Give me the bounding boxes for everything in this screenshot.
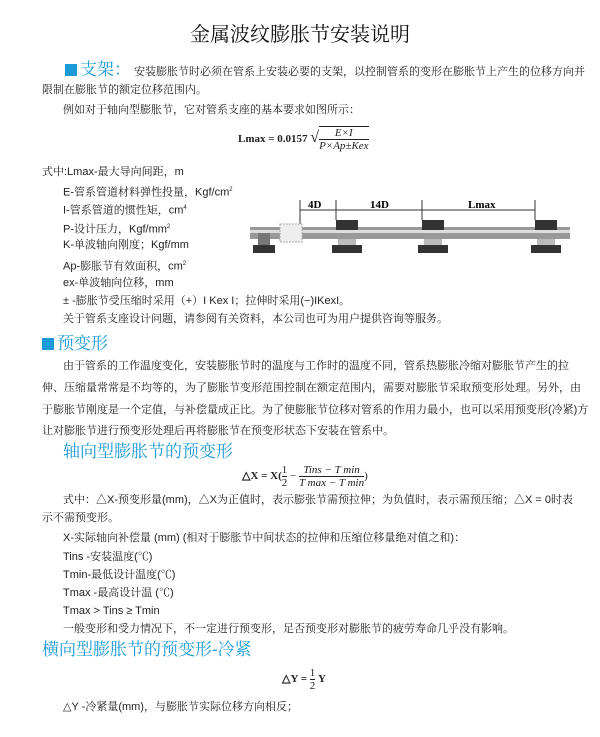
dim-label: 14D bbox=[370, 200, 389, 211]
where-line: 式中:Lmax-最大导向间距，m bbox=[42, 166, 184, 178]
section-square-icon bbox=[42, 338, 54, 350]
paragraph-line: △Y -冷紧量(mm)，与膨胀节实际位移方向相反； bbox=[63, 701, 298, 713]
paragraph-line: Tmax -最高设计温 (℃) bbox=[63, 587, 174, 599]
dim-label: Lmax bbox=[468, 200, 496, 211]
paragraph-line: 让对膨胀节进行预变形处理后再将膨胀节在预变形状态下安装在管系中。 bbox=[42, 425, 394, 437]
paragraph-line: 关于管系支座设计问题，请参阅有关资料，本公司也可为用户提供咨询等服务。 bbox=[63, 313, 448, 325]
paragraph-line: P-设计压力，Kgf/$mm^2$ bbox=[63, 223, 171, 236]
delta-y-formula: △Y = $\frac{1}{2}$ Y bbox=[282, 666, 326, 692]
paragraph-line: 一般变形和受力情况下，不一定进行预变形，足否预变形对膨胀节的疲劳寿命几乎没有影响。 bbox=[63, 623, 514, 635]
paragraph-line: 示不需预变形。 bbox=[42, 512, 119, 524]
section-heading: 支架： bbox=[80, 60, 131, 79]
section-square-icon bbox=[65, 64, 77, 76]
paragraph-line: Tmin-最低设计温度(℃) bbox=[63, 569, 176, 581]
paragraph-line: Ap-膨胀节有效面积，$cm^2$ bbox=[63, 260, 187, 273]
lmax-formula: Lmax = 0.0157 √ $\frac{E\times I}{\text{P×Ap±Kex}}$ bbox=[238, 127, 369, 153]
paragraph-line: X-实际轴向补偿量 (mm) (相对于膨胀节中间状态的拉伸和压缩位移量绝对值之和)： bbox=[63, 532, 466, 544]
paragraph-line: 式中：△X-预变形量(mm)，△X为正值时，表示膨张节需预拉伸；为负值时，表示需预压缩；△X = 0时表 bbox=[63, 494, 573, 506]
paragraph-line: Tmax > Tins ≥ Tmin bbox=[63, 605, 160, 617]
paragraph-line: 安装膨胀节时必须在管系上安装必要的支架，以控制管系的变形在膨胀节上产生的位移方向并 bbox=[134, 66, 586, 78]
paragraph-line: ± -膨胀节受压缩时采用（+）I Kex I；拉伸时采用(−)IKexI。 bbox=[63, 295, 351, 307]
paragraph-line: I-管系管道的惯性矩，$cm^4$ bbox=[63, 204, 187, 217]
lateral-heading: 横向型膨胀节的预变形-冷紧 bbox=[42, 640, 252, 659]
paragraph-line: 限制在膨胀节的额定位移范围内。 bbox=[42, 84, 207, 96]
paragraph-line: 由于管系的工作温度变化，安装膨胀节时的温度与工作时的温度不同，管系热膨胀冷缩对膨胀节产生的拉 bbox=[63, 360, 569, 372]
delta-x-formula: △X = X( $\frac{1}{2}$ − $\frac{\text{Tins − T min}}{\text{T max − T min}}$ ) bbox=[242, 463, 368, 489]
support-section bbox=[65, 60, 585, 80]
axial-heading: 轴向型膨胀节的预变形 bbox=[63, 442, 233, 461]
paragraph-line: ex-单波轴向位移，mm bbox=[63, 277, 174, 289]
bellows bbox=[280, 224, 302, 242]
support-diagram bbox=[250, 200, 570, 280]
paragraph-line: 于膨胀节刚度是一个定值，与补偿量成正比。为了使膨胀节位移对管系的作用力最小，也可以采用预变形(冷紧)方 bbox=[42, 404, 589, 416]
page-title: 金属波纹膨胀节安装说明 bbox=[190, 24, 410, 46]
paragraph-line: 例如对于轴向型膨胀节，它对管系支座的基本要求如图所示： bbox=[63, 104, 360, 116]
dim-label: 4D bbox=[308, 200, 322, 211]
paragraph-line: Tins -安装温度(℃) bbox=[63, 551, 153, 563]
paragraph-line: 伸、压缩量常常是不均等的，为了膨胀节变形范围控制在额定范围内，需要对膨胀节采取预变形处理。另外，由 bbox=[42, 382, 581, 394]
paragraph-line: E-管系管道材料弹性投量，Kgf/$cm^2$ bbox=[63, 186, 233, 199]
predeform-heading: 预变形 bbox=[42, 334, 108, 354]
paragraph-line: K-单波轴向刚度；Kgf/mm bbox=[63, 239, 189, 251]
